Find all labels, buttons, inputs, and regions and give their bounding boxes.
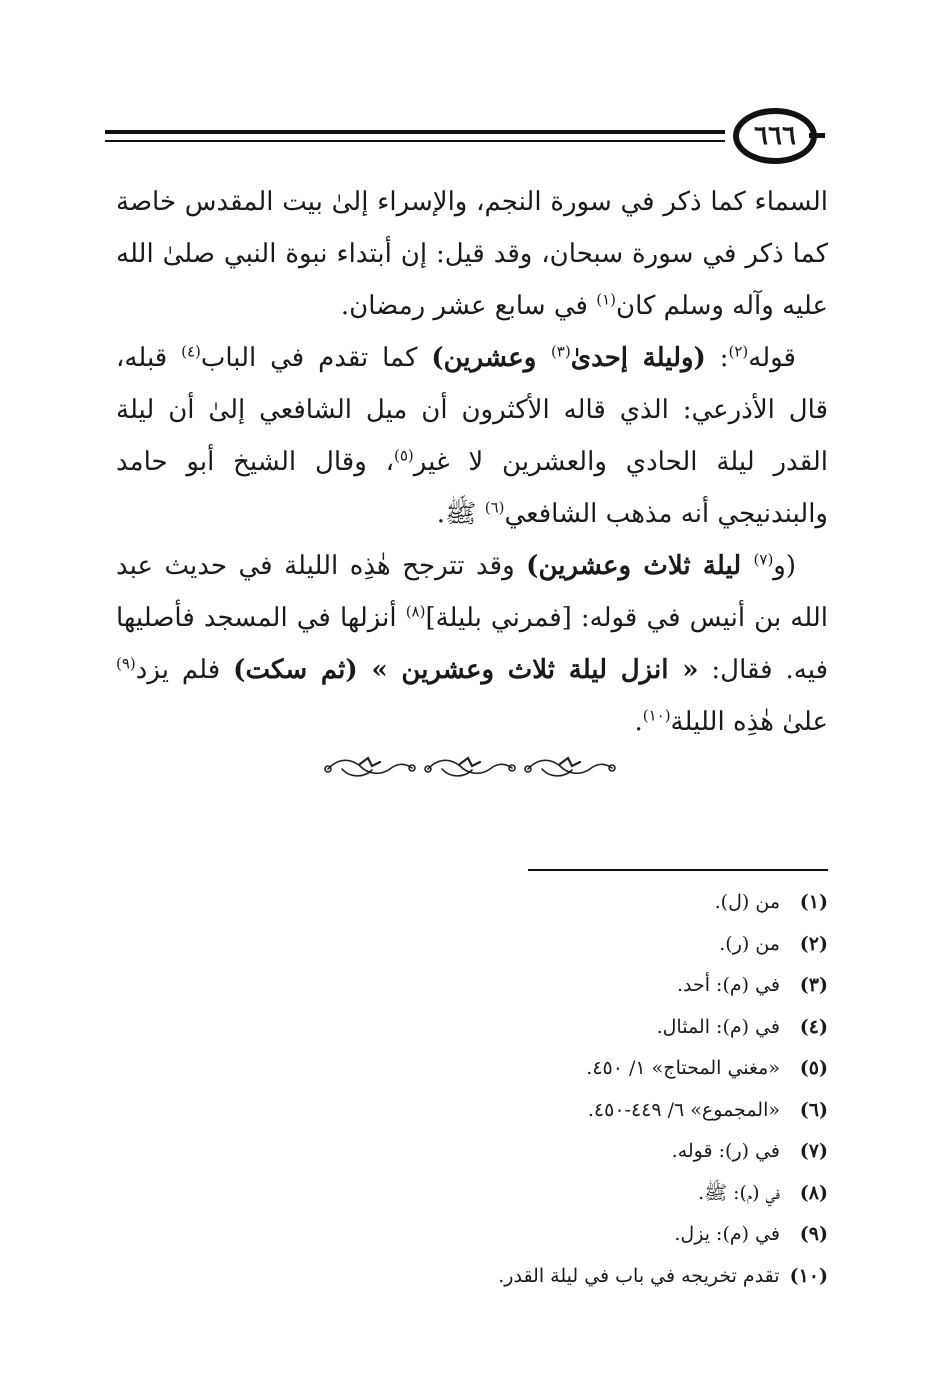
- text-run: قبله، قال الأذرعي: الذي قاله الأكثرون أن ميل الشافعي إلىٰ أن ليلة القدر ليلة الحادي والعشرين لا غير: [116, 343, 828, 477]
- footnote-ref[interactable]: (١): [596, 290, 616, 309]
- footnote-number: (٢): [799, 932, 828, 955]
- page-header: [105, 108, 825, 168]
- quoted-phrase: ليلة ثلاث وعشرين): [526, 551, 754, 581]
- footnote-number: (١٠): [789, 1264, 828, 1287]
- footnote-text: في (م): أحد.: [676, 974, 780, 996]
- footnote-ref[interactable]: (٧): [753, 550, 774, 569]
- footnotes-list: [408, 882, 828, 1297]
- footnote-number: (٤): [799, 1015, 828, 1038]
- text-run: (و: [773, 551, 796, 581]
- footnote-separator: [528, 869, 828, 871]
- text-run: وقد تترجح هٰذِه الليلة في حديث عبد الله بن أنيس في قوله: [فمرني بليلة]: [116, 551, 828, 633]
- footnote-ref[interactable]: (٦): [484, 498, 505, 517]
- footnote-text: «مغني المحتاج» ١/ ٤٥٠.: [586, 1057, 780, 1079]
- ornament-flourish: [325, 758, 415, 776]
- footnote-text: من (ل).: [714, 891, 780, 913]
- footnote-number: (٨): [799, 1181, 828, 1204]
- ornament-flourish: [525, 758, 615, 776]
- footnote-number: (٧): [799, 1140, 828, 1162]
- footnote-text: في (م): المثال.: [656, 1015, 780, 1038]
- text-run: كما تقدم في الباب: [200, 343, 432, 373]
- ornament-divider: [320, 752, 620, 786]
- footnote-ref[interactable]: (٩): [116, 654, 136, 673]
- text-run: :: [705, 343, 729, 373]
- quoted-phrase: « انزل ليلة ثلاث وعشرين » (ثم سكت): [233, 655, 699, 685]
- footnote-text: في (ر): قوله.: [671, 1140, 780, 1162]
- footnote-item: [408, 1048, 828, 1090]
- main-text: [116, 176, 828, 748]
- footnote-number: (١): [799, 891, 828, 913]
- footnote-item: [408, 1007, 828, 1049]
- text-run: قوله: [748, 343, 796, 373]
- footnote-item: [408, 1131, 828, 1173]
- footnote-text: في (م): يزل.: [674, 1223, 780, 1245]
- quoted-phrase: وعشرين): [431, 343, 551, 373]
- paragraph-1: [116, 176, 828, 332]
- header-rule-thick: [105, 130, 725, 134]
- text-run: أنزلها في المسجد فأصليها فيه. فقال:: [116, 603, 829, 685]
- footnote-ref[interactable]: (٢): [728, 342, 749, 361]
- footnote-item: [408, 882, 828, 924]
- footnote-number: (٩): [799, 1223, 828, 1245]
- footnote-ref[interactable]: (١٠): [642, 706, 671, 725]
- footnote-ref[interactable]: (٣): [550, 342, 571, 361]
- paragraph-3: [116, 540, 828, 748]
- footnote-text: تقدم تخريجه في باب في ليلة القدر.: [498, 1264, 780, 1287]
- footnote-number: (٥): [799, 1057, 828, 1079]
- footnote-ref[interactable]: (٤): [181, 342, 201, 361]
- text-run: ﷺ.: [436, 499, 485, 529]
- footnote-ref[interactable]: (٥): [393, 446, 414, 465]
- footnote-number: (٦): [799, 1098, 828, 1121]
- ornament-flourish: [425, 758, 515, 776]
- text-run: علىٰ هٰذِه الليلة: [670, 707, 828, 737]
- footnote-ref[interactable]: (٨): [405, 602, 426, 621]
- footnote-text: من (ر).: [719, 932, 780, 955]
- header-rule-thin: [105, 140, 725, 142]
- paragraph-2: [116, 332, 828, 540]
- text-run: فلم يزد: [135, 655, 234, 685]
- text-run: السماء كما ذكر في سورة النجم، والإسراء إلىٰ بيت المقدس خاصة كما ذكر في سورة سبحان، وقد قيل: إن أبتداء نبوة النبي صلىٰ الله عليه وآله وسلم كان: [116, 187, 828, 321]
- footnote-number: (٣): [799, 974, 828, 996]
- quoted-phrase: (وليلة إحدىٰ: [570, 343, 706, 373]
- footnote-text: «المجموع» ٦/ ٤٤٩-٤٥٠.: [587, 1098, 780, 1121]
- text-run: ، وقال الشيخ أبو حامد والبندنيجي أنه مذهب الشافعي: [116, 447, 828, 529]
- text-run: في سابع عشر رمضان.: [340, 291, 597, 321]
- footnote-item: [408, 1214, 828, 1256]
- footnote-text: في (م): ﷺ.: [698, 1181, 780, 1204]
- footnote-item: [408, 1173, 828, 1215]
- footnote-item: [408, 924, 828, 966]
- text-run: .: [634, 707, 643, 737]
- page-number: ٦٦٦: [733, 108, 817, 164]
- footnote-item: [408, 965, 828, 1007]
- footnote-item: [408, 1256, 828, 1298]
- footnote-item: [408, 1090, 828, 1132]
